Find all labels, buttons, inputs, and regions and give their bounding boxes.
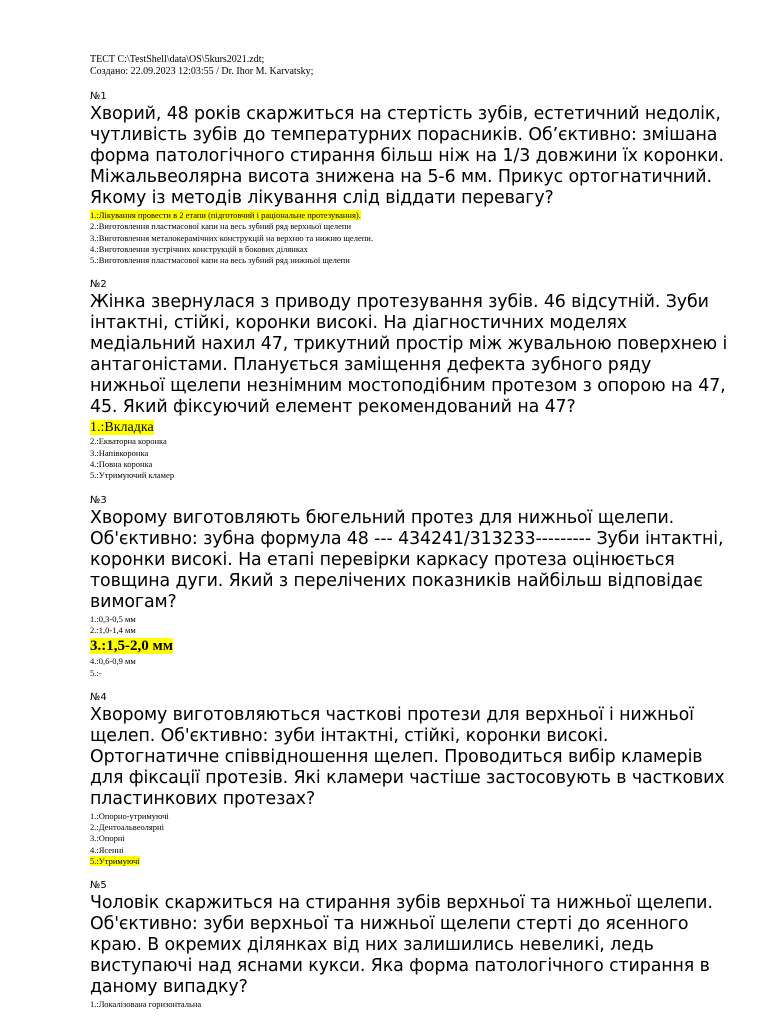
option-5: 5.:- [90, 667, 102, 678]
option-1 [90, 210, 730, 221]
question-text: Чоловік скаржиться на стирання зубів верхньої та нижньої щелепи. Об'єктивно: зуби верхньої та нижньої щелепи стерті до ясенного краю. В окремих ділянках від них залишились невеликі, ледь виступаючі над яснами кукси. Яка форма патологічного стирання в даному випадку? [90, 893, 713, 998]
option-3: 3.:Виготовлення металокерамічних конструкцій на верхню та нижню щелепи. [90, 232, 373, 243]
question-number: №5 [90, 880, 107, 892]
options-list [90, 614, 730, 679]
question-text: Хворому виготовляються часткові протези для верхньої і нижньої щелеп. Об'єктивно: зуби інтактні, стійкі, коронки високі. Ортогнатичне співвідношення щелеп. Проводиться вибір кламерів для фіксації протезів. Які кламери частіше застосовують в часткових пластинкових протезах? [90, 704, 725, 809]
question-text: Хворий, 48 років скаржиться на стертість зубів, естетичний недолік, чутливість зубів до температурних порасників. Об’єктивно: змішана форма патологічного стирання більш ніж на 1/3 довжини їх коронки. Міжальвеолярна висота знижена на 5-6 мм. Прикус ортогнатичний. Якому із методів лікування слід віддати перевагу? [90, 104, 724, 208]
option-2: 2.:Дентоальвеолярні [90, 822, 164, 833]
option-5 [90, 856, 730, 867]
option-3: 3.:Напівкоронка [90, 447, 149, 458]
option-5: 5.:Виготовлення пластмасової капи на весь зубний ряд нижньої щелепи [90, 255, 350, 266]
option-2: 2.:Екваторна коронка [90, 436, 167, 447]
option-1: 1.:Локалізована горизонтальна [90, 999, 202, 1010]
options-list [90, 811, 730, 867]
options-list [90, 419, 730, 481]
option-1: 1.:0,3-0,5 мм [90, 613, 136, 624]
test-path-line: ТЕСТ C:\TestShell\data\OS\5kurs2021.zdt; [90, 54, 265, 65]
question-number: №4 [90, 691, 107, 703]
answer-highlight: 1.:Вкладка [90, 420, 154, 436]
question-1 [90, 91, 730, 266]
option-1 [90, 419, 730, 436]
question-number: №1 [90, 91, 107, 102]
option-3: 3.:Опорні [90, 833, 125, 844]
answer-highlight: 1.:Лікування провести в 2 етапи (підготовчий і раціональне протезування). [90, 210, 361, 220]
option-4: 4.:0,6-0,9 мм [90, 656, 136, 667]
answer-highlight: 5.:Утримуючі [90, 856, 140, 867]
question-number: №3 [90, 494, 107, 506]
option-2: 2.:1,0-1,4 мм [90, 624, 136, 635]
created-line: Создано: 22.09.2023 12:03:55 / Dr. Ihor M. Karvatsky; [90, 66, 314, 77]
option-5: 5.:Утримуючий кламер [90, 470, 175, 481]
option-1: 1.:Опорно-утримуючі [90, 810, 169, 821]
option-3 [90, 636, 730, 656]
option-4: 4.:Виготовлення зустрічних конструкцій в бокових ділянках [90, 243, 308, 254]
question-3 [90, 495, 730, 679]
question-number: №2 [90, 279, 107, 291]
option-4: 4.:Ясенні [90, 844, 124, 855]
question-5 [90, 880, 730, 1010]
question-4 [90, 692, 730, 867]
options-list [90, 210, 730, 266]
option-4: 4.:Повна коронка [90, 459, 153, 470]
options-list [90, 999, 730, 1010]
document-page [90, 54, 730, 1011]
option-2: 2.:Виготовлення пластмасової капи на весь зубний ряд верхньої щелепи [90, 221, 352, 232]
question-text: Хворому виготовляють бюгельний протез для нижньої щелепи. Об'єктивно: зубна формула 48 --- 434241/313233--------- Зуби інтактні, коронки високі. На етапі перевірки каркасу протеза оцінюється товщина дуги. Який з перелічених показників найбільш відповідає вимогам? [90, 507, 724, 612]
question-2 [90, 279, 730, 481]
answer-highlight: 3.:1,5-2,0 мм [90, 638, 173, 655]
question-text: Жінка звернулася з приводу протезування зубів. 46 відсутній. Зуби інтактні, стійкі, коронки високі. На діагностичних моделях медіальний нахил 47, трикутний простір між жувальною поверхнею і антагоністами. Планується заміщення дефекта зубного ряду нижньої щелепи незнімним мостоподібним протезом з опорою на 47, 45. Який фіксуючий елемент рекомендований на 47? [90, 292, 728, 418]
